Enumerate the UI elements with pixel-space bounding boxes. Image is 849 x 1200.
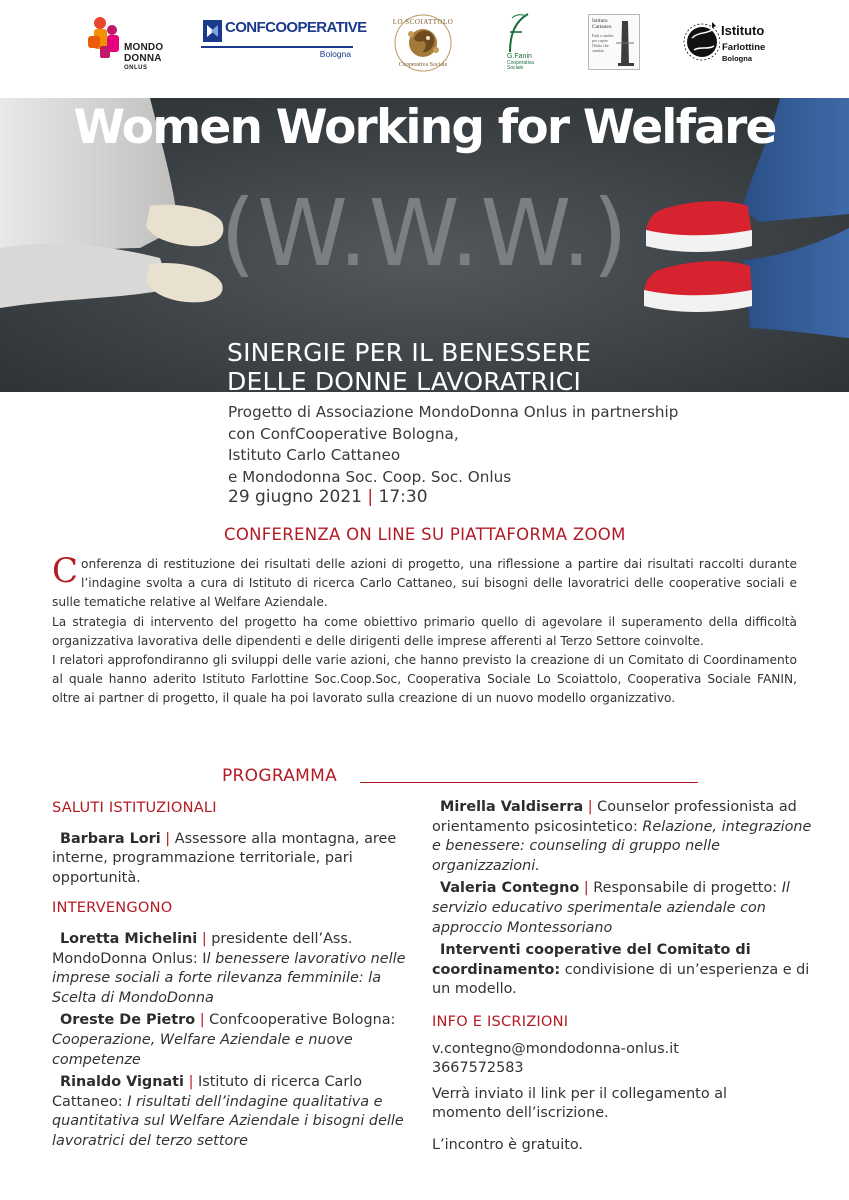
conference-heading: CONFERENZA ON LINE SU PIATTAFORMA ZOOM — [224, 525, 626, 544]
event-date — [228, 487, 428, 507]
speaker-talk: Cooperazione, Welfare Aziendale e nuove competenze — [52, 1031, 353, 1068]
speaker-bar: | — [199, 1012, 205, 1029]
intro-line: Progetto di Associazione MondoDonna Onlus in partnership — [228, 403, 679, 421]
farlottine-line1: Istituto — [721, 23, 765, 38]
speaker-bar: | — [201, 930, 207, 947]
programme-left-column — [52, 798, 420, 1152]
fanin-name: G.Fanin — [507, 53, 532, 60]
description-paragraph: La strategia di intervento del progetto ha come obiettivo primario quello di agevolare il superamento della difficoltà organizzativa lavorativa delle dipendenti e delle dirigenti delle imprese afferenti al Terzo Settore coinvolte. — [52, 614, 797, 648]
speaker-name: Loretta Michelini — [60, 930, 198, 947]
speaker-name: Interventi cooperative del Comitato di coordinamento: — [432, 942, 751, 978]
mondodonna-mark-icon — [86, 14, 126, 60]
link-note: Verrà inviato il link per il collegamento al momento dell’iscrizione. — [432, 1085, 728, 1122]
speaker-talk: Il servizio educativo sperimentale aziendale con approccio Montessoriano — [432, 880, 790, 936]
hero-abbreviation: (W.W.W.) — [220, 180, 629, 287]
contact-phone[interactable]: 3667572583 — [432, 1060, 524, 1077]
intro-line: e Mondodonna Soc. Coop. Soc. Onlus — [228, 467, 512, 486]
dropcap: C — [52, 551, 79, 591]
confcooperative-logo — [201, 18, 367, 62]
partner-logos — [0, 0, 849, 98]
mondodonna-sub: ONLUS — [124, 65, 148, 71]
scoiattolo-name: LO SCOIATTOLO — [392, 18, 454, 26]
confcooperative-city: Bologna — [319, 49, 351, 59]
free-note: L’incontro è gratuito. — [432, 1136, 583, 1153]
intro-line: con ConfCooperative Bologna, — [228, 424, 459, 443]
speaker-bar: | — [165, 830, 171, 847]
speaker-role: Istituto di ricerca Carlo Cattaneo: — [52, 1074, 363, 1110]
confcooperative-name: CONFCOOPERATIVE — [225, 19, 367, 36]
farlottine-line3: Bologna — [722, 54, 752, 63]
speaker-role: Responsabile di progetto: — [593, 880, 778, 897]
speaker-entry — [52, 930, 420, 1008]
speaker-bar: | — [587, 799, 593, 815]
cattaneo-tagline: Fatti e analisi per capire l'Italia che cambia — [592, 33, 614, 53]
farlottine-globe-icon — [682, 20, 720, 62]
speaker-entry — [432, 798, 812, 876]
fanin-sub: Cooperativa Sociale — [507, 60, 534, 71]
confcooperative-mark-icon — [203, 18, 223, 44]
scoiattolo-sub: Cooperativa Sociale — [398, 62, 448, 68]
speaker-role: condivisione di un’esperienza e di un modello. — [432, 961, 810, 998]
speaker-role: Counselor professionista ad orientamento psicosintetico: — [432, 799, 797, 835]
intro-line: Istituto Carlo Cattaneo — [228, 446, 401, 464]
speaker-talk: Relazione, integrazione e benessere: counseling di gruppo nelle organizzazioni. — [432, 818, 812, 874]
intervengono-heading: INTERVENGONO — [52, 899, 173, 917]
speaker-name: Valeria Contegno — [440, 880, 580, 897]
contact-email[interactable]: v.contegno@mondodonna-onlus.it — [432, 1040, 679, 1057]
speaker-role: presidente dell’Ass. MondoDonna Onlus: I — [52, 930, 353, 967]
speaker-name: Mirella Valdiserra — [440, 799, 584, 815]
speaker-entry — [432, 941, 812, 1000]
project-intro — [228, 402, 788, 488]
speaker-entry — [432, 879, 812, 938]
date-separator: | — [367, 487, 374, 507]
speaker-talk: I risultati dell’indagine qualitativa e quantitativa sul Welfare Aziendale i bisogni delle lavoratrici del terzo settore — [52, 1093, 404, 1149]
speaker-name: Oreste De Pietro — [60, 1012, 196, 1029]
info-heading: INFO E ISCRIZIONI — [432, 1012, 569, 1030]
event-day: 29 giugno 2021 — [228, 487, 362, 507]
speaker-entry — [52, 830, 420, 889]
fanin-logo — [498, 12, 538, 74]
speaker-entry — [52, 1011, 420, 1070]
cattaneo-logo — [588, 14, 640, 70]
speaker-bar: | — [583, 880, 589, 897]
mondodonna-logo — [86, 14, 182, 76]
farlottine-line2: Farlottine — [722, 42, 766, 53]
event-time: 17:30 — [378, 487, 428, 507]
speaker-name: Barbara Lori — [60, 830, 161, 847]
programme-rule — [360, 782, 698, 783]
cattaneo-name: Istituto Cattaneo — [592, 18, 612, 30]
speaker-talk: l benessere lavorativo nelle imprese sociali a forte rilevanza femminile: la Scelta di MondoDonna — [52, 950, 406, 1006]
hero-subtitle-line1: SINERGIE PER IL BENESSERE — [227, 338, 592, 367]
hero-subtitle-line2: DELLE DONNE LAVORATRICI — [227, 367, 582, 392]
saluti-heading: SALUTI ISTITUZIONALI — [52, 799, 217, 816]
confcooperative-rule — [201, 46, 353, 48]
mondodonna-name: MONDO DONNA — [124, 42, 164, 64]
programme-heading: PROGRAMMA — [222, 766, 338, 786]
scoiattolo-logo — [392, 12, 454, 74]
speaker-name: Rinaldo Vignati — [60, 1074, 184, 1091]
hero-subtitle — [227, 338, 591, 392]
description-paragraph: I relatori approfondiranno gli sviluppi delle varie azioni, che hanno previsto la creazione di un Comitato di Coordinamento al quale hanno aderito Istituto Farlottine Soc.Coop.Soc, Cooperativa Sociale Lo Scoiattolo, Cooperativa Sociale FANIN, oltre ai partner di progetto, il quale ha poi lavorato sulla creazione di un nuovo modello organizzativo. — [52, 653, 797, 706]
speaker-bar: | — [188, 1074, 194, 1091]
programme-right-column — [432, 798, 812, 1156]
hero-banner — [0, 98, 849, 392]
description — [52, 551, 797, 709]
speaker-entry — [52, 1073, 420, 1151]
fanin-leaf-icon — [498, 12, 538, 54]
farlottine-logo — [682, 16, 782, 72]
speaker-role: Confcooperative Bologna: — [209, 1012, 396, 1029]
hero-title: Women Working for Welfare — [73, 100, 776, 155]
description-paragraph: Conferenza di restituzione dei risultati delle azioni di progetto, una riflessione a partire dai risultati raccolti durante l’indagine svolta a cura di Istituto di ricerca Carlo Cattaneo, sui bisogni delle lavoratrici delle cooperative sociali e sulle tematiche relative al Welfare Aziendale. — [52, 551, 797, 610]
tower-icon — [614, 19, 636, 67]
speaker-role: Assessore alla montagna, aree interne, programmazione territoriale, pari opportunità. — [52, 830, 397, 886]
